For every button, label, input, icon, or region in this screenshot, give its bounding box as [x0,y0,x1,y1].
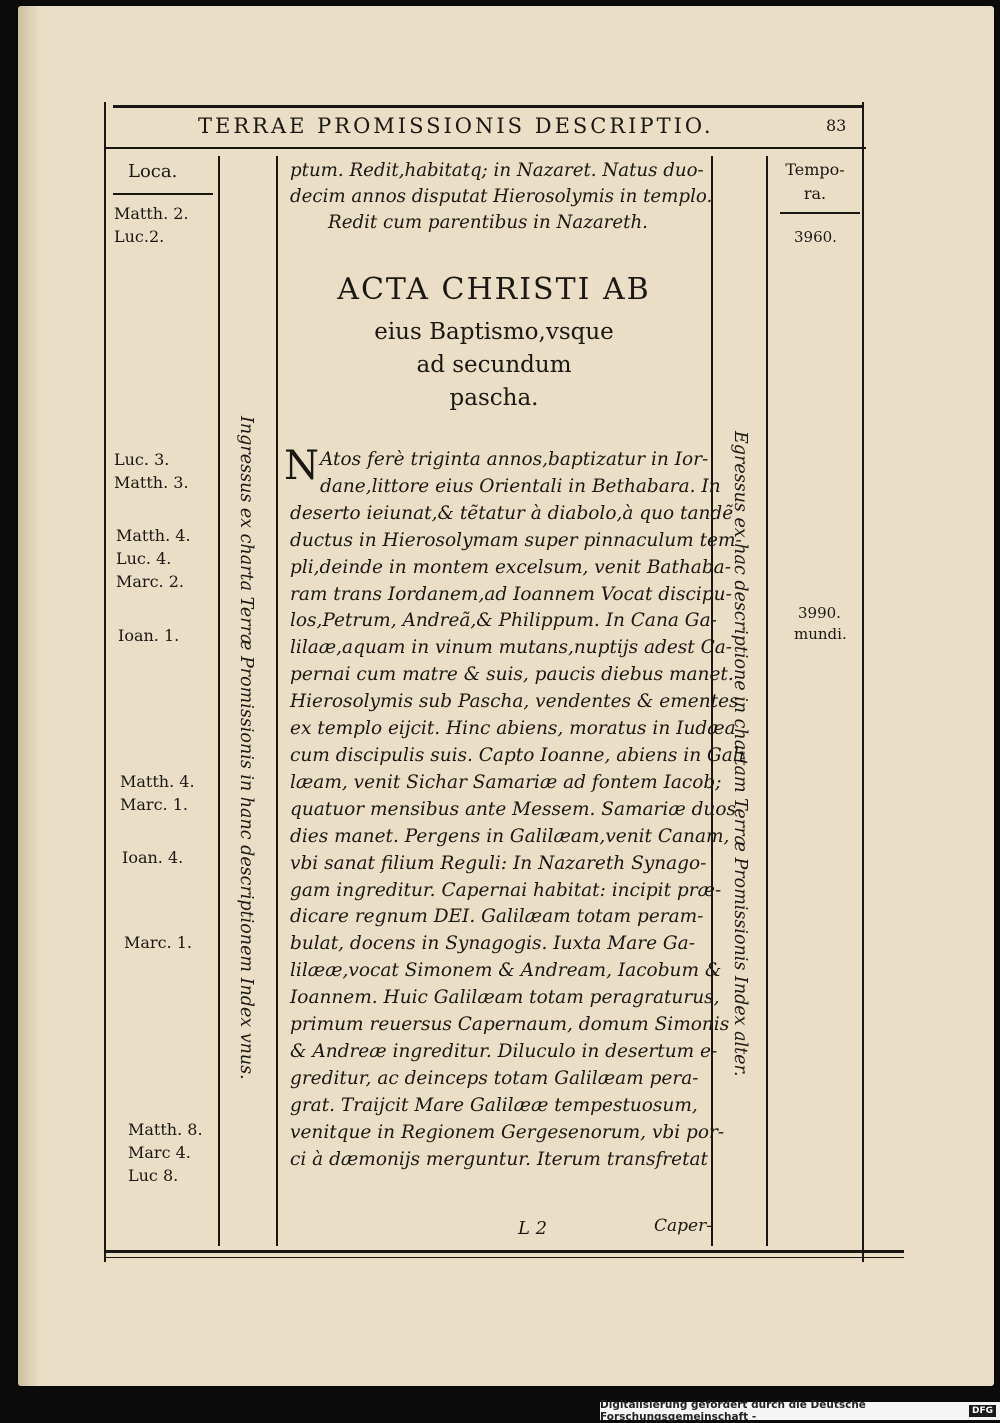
scripture-ref: Marc. 2. [116,572,184,591]
tempora-heading-line-1: Tempo- [785,160,845,179]
text-line: ptum. Redit,habitatq; in Nazaret. Natus duo- [290,160,704,181]
text-line: ram trans Iordanem,ad Ioannem Vocat discipu- [290,583,732,605]
scripture-ref: Ioan. 4. [122,848,184,867]
scripture-ref: Marc 4. [128,1143,191,1162]
drop-cap: N [284,443,319,489]
text-line: dicare regnum DEI. Galilæam totam peram- [290,906,704,928]
text-line: ductus in Hierosolymam super pinnaculum tem- [290,529,742,551]
page-gutter-shadow [18,6,40,1386]
section-subheading [280,316,708,415]
index-left-vertical: Ingressus ex charta Terræ Promissionis in hanc descriptionem Index vnus. [236,416,256,1080]
scripture-ref-group [128,1118,203,1187]
tempora-head-underline [780,212,860,214]
scripture-ref-group [116,524,191,593]
text-line: lilaæ,aquam in vinum mutans,nuptijs adest Ca- [290,637,733,659]
subheading-line: pascha. [449,385,539,411]
text-line: decim annos disputat Hierosolymis in templo. [290,186,713,207]
running-title: TERRAE PROMISSIONIS DESCRIPTIO. [198,114,714,138]
text-line: gam ingreditur. Capernai habitat: incipit præ- [290,879,722,901]
scripture-ref-group [124,931,192,954]
book-page [18,6,994,1386]
text-line: & Andreæ ingreditur. Diluculo in desertum e- [290,1040,718,1062]
signature-mark: L 2 [518,1218,548,1239]
outer-right-border [862,102,864,1262]
outer-left-border [104,102,106,1262]
text-line: quatuor mensibus ante Messem. Samariæ duos [290,798,736,820]
scripture-ref-group [118,624,179,647]
body-paragraph [290,447,745,1173]
scripture-ref: Matth. 4. [116,526,191,545]
scripture-ref: Ioan. 1. [118,626,180,645]
text-line: Atos ferè triginta annos,baptizatur in Ior- [320,449,709,470]
scripture-ref: Marc. 1. [124,933,192,952]
digitization-credit [600,1399,1000,1423]
bottom-rule [106,1250,904,1253]
text-line: grat. Traijcit Mare Galilææ tempestuosum, [290,1094,698,1116]
text-line: cum discipulis suis. Capto Ioanne, abiens in Gali [290,744,745,766]
credit-text: Digitalisierung gefördert durch die Deutsche Forschungsgemeinschaft - [600,1399,866,1423]
section-heading: ACTA CHRISTI AB [337,272,651,307]
text-line: pli,deinde in montem excelsum, venit Bathaba- [290,556,731,578]
index-left-divider [276,156,278,1246]
text-line: pernai cum matre & suis, paucis diebus manet. [290,664,734,686]
loca-head-underline [113,193,213,195]
scripture-ref: Luc.2. [114,227,165,246]
intro-paragraph [290,158,712,236]
text-line: deserto ieiunat,& tẽtatur à diabolo,à quo tandẽ [290,502,734,524]
bottom-rule-thin [106,1257,904,1258]
scripture-ref-group [122,846,183,869]
scripture-ref-group [114,202,189,248]
subheading-line: ad secundum [416,352,572,378]
text-line: Redit cum parentibus in Nazareth. [328,212,648,233]
text-line: venitque in Regionem Gergesenorum, vbi por- [290,1121,725,1143]
text-line: Ioannem. Huic Galilæam totam peragraturus, [290,987,720,1009]
scripture-ref: Matth. 3. [114,473,189,492]
scripture-ref: Marc. 1. [120,795,188,814]
tempora-heading [783,158,847,206]
scripture-ref: Matth. 8. [128,1120,203,1139]
loca-heading: Loca. [128,161,178,182]
scripture-ref: Matth. 4. [120,772,195,791]
page-number: 83 [826,116,847,135]
loca-column-divider [218,156,220,1246]
tempora-year-3960: 3960. [794,228,837,246]
scripture-ref-group [114,448,189,494]
text-line: los,Petrum, Andreã,& Philippum. In Cana Ga- [290,610,717,632]
dfg-logo-icon: DFG [969,1405,996,1417]
tempora-heading-line-2: ra. [803,184,827,203]
text-line: ex templo eijcit. Hinc abiens, moratus in Iudæa [290,718,736,740]
scripture-ref: Luc 8. [128,1166,179,1185]
scripture-ref: Matth. 2. [114,204,189,223]
scripture-ref: Luc. 3. [114,450,170,469]
scripture-ref-group [120,770,195,816]
tempora-year-3990: 3990. [798,604,841,622]
top-rule [113,105,863,108]
text-line: læam, venit Sichar Samariæ ad fontem Iacob; [290,771,722,793]
header-underline [106,147,866,149]
catchword: Caper- [654,1216,712,1236]
text-line: lilææ,vocat Simonem & Andream, Iacobum & [290,960,722,982]
text-line: ci à dæmonijs merguntur. Iterum transfretat [290,1148,708,1170]
text-line: Hierosolymis sub Pascha, vendentes & ementes [290,691,739,713]
tempora-column-divider [766,156,768,1246]
text-line: primum reuersus Capernaum, domum Simonis [290,1014,730,1036]
text-line: bulat, docens in Synagogis. Iuxta Mare Ga- [290,933,695,955]
subheading-line: eius Baptismo,vsque [374,319,614,345]
text-line: greditur, ac deinceps totam Galilæam pera- [290,1067,699,1089]
text-line: vbi sanat filium Reguli: In Nazareth Synago- [290,852,707,874]
index-right-vertical: Egressus ex hac descriptione in chartam Terræ Promissionis Index alter. [730,431,750,1077]
text-line: dies manet. Pergens in Galilæam,venit Canam, [290,825,730,847]
tempora-year-mundi: mundi. [794,625,847,643]
text-line: dane,littore eius Orientali in Bethabara. In [320,475,721,497]
scripture-ref: Luc. 4. [116,549,172,568]
